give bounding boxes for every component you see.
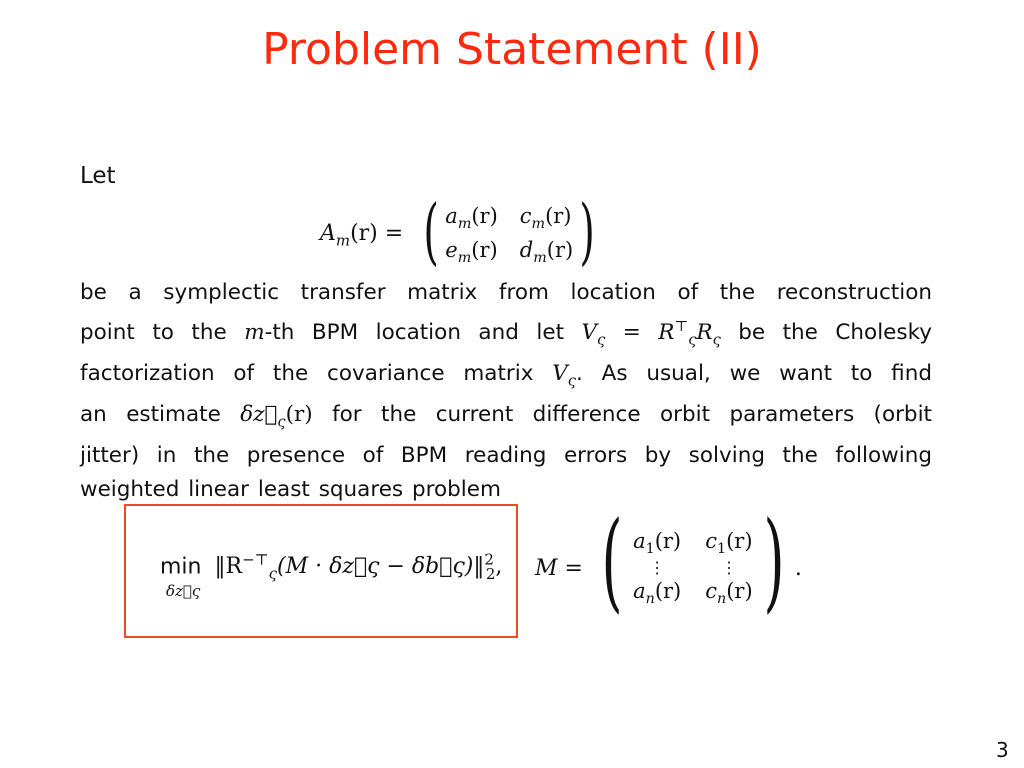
objective-expression (160, 551, 502, 583)
right-paren: ) (579, 189, 595, 273)
equation-m-matrix (535, 499, 802, 624)
m-matrix-entries (633, 529, 753, 607)
matrix-entry-d: $d_m(r)$ (519, 238, 574, 267)
min-operator: min (160, 554, 202, 580)
slide-title: Problem Statement (II) (262, 24, 762, 75)
m-entry-an: $a_n(r)$ (633, 579, 682, 608)
left-paren: ( (423, 189, 439, 273)
m-lhs: M = (535, 555, 583, 581)
m-vdots-right: ⋮ (720, 558, 737, 577)
estimate-symbol: $\delta z⃗_\varsigma(r)$ (240, 401, 313, 431)
equation-a-matrix (320, 189, 601, 273)
norm-expression: $‖R^{-⊤}_\varsigma(M$ · δz⃗ς − δb⃗ς)‖$^2_2$, (214, 551, 503, 583)
paragraph-line-6: weighted linear least squares problem (80, 476, 501, 502)
matrix-entry-c: $c_m(r)$ (519, 203, 572, 232)
intro-let: Let (80, 163, 116, 189)
paragraph-line-2: point to the m-th BPM location and let $V_\varsigma = R^⊤_\varsigma R_\varsigma$ be the Cholesky (80, 317, 933, 349)
matrix-entry-e: $e_m(r)$ (445, 238, 498, 267)
m-period: . (794, 555, 802, 581)
right-big-paren: ) (763, 499, 785, 624)
m-entry-cn: $c_n(r)$ (705, 579, 753, 608)
cholesky-formula: $V_\varsigma = R^⊤_\varsigma R_\varsigma$ (581, 317, 721, 349)
left-big-paren: ( (601, 499, 623, 624)
m-vdots-left: ⋮ (649, 558, 666, 577)
paragraph-line-5: jitter) in the presence of BPM reading errors by solving the following (80, 442, 932, 468)
paragraph-line-3: factorization of the covariance matrix $V_\varsigma$. As usual, we want to find (80, 360, 933, 390)
paragraph-line-4: an estimate $\delta z⃗_\varsigma(r)$ for the current difference orbit parameters (orbit (80, 401, 932, 431)
problem-paragraph (80, 276, 932, 506)
paragraph-line-1: be a symplectic transfer matrix from location of the reconstruction (80, 280, 932, 305)
m-entry-c1: $c_1(r)$ (705, 528, 753, 557)
matrix-entry-a: $a_m(r)$ (445, 203, 498, 232)
m-entry-a1: $a_1(r)$ (633, 528, 682, 557)
page-number: 3 (996, 738, 1009, 762)
a-lhs: $A_m(r)$ = (320, 220, 404, 250)
covariance-symbol: $V_\varsigma$ (552, 360, 576, 390)
min-subscript: δz⃗ς (166, 582, 201, 600)
a-matrix-entries (445, 204, 573, 266)
